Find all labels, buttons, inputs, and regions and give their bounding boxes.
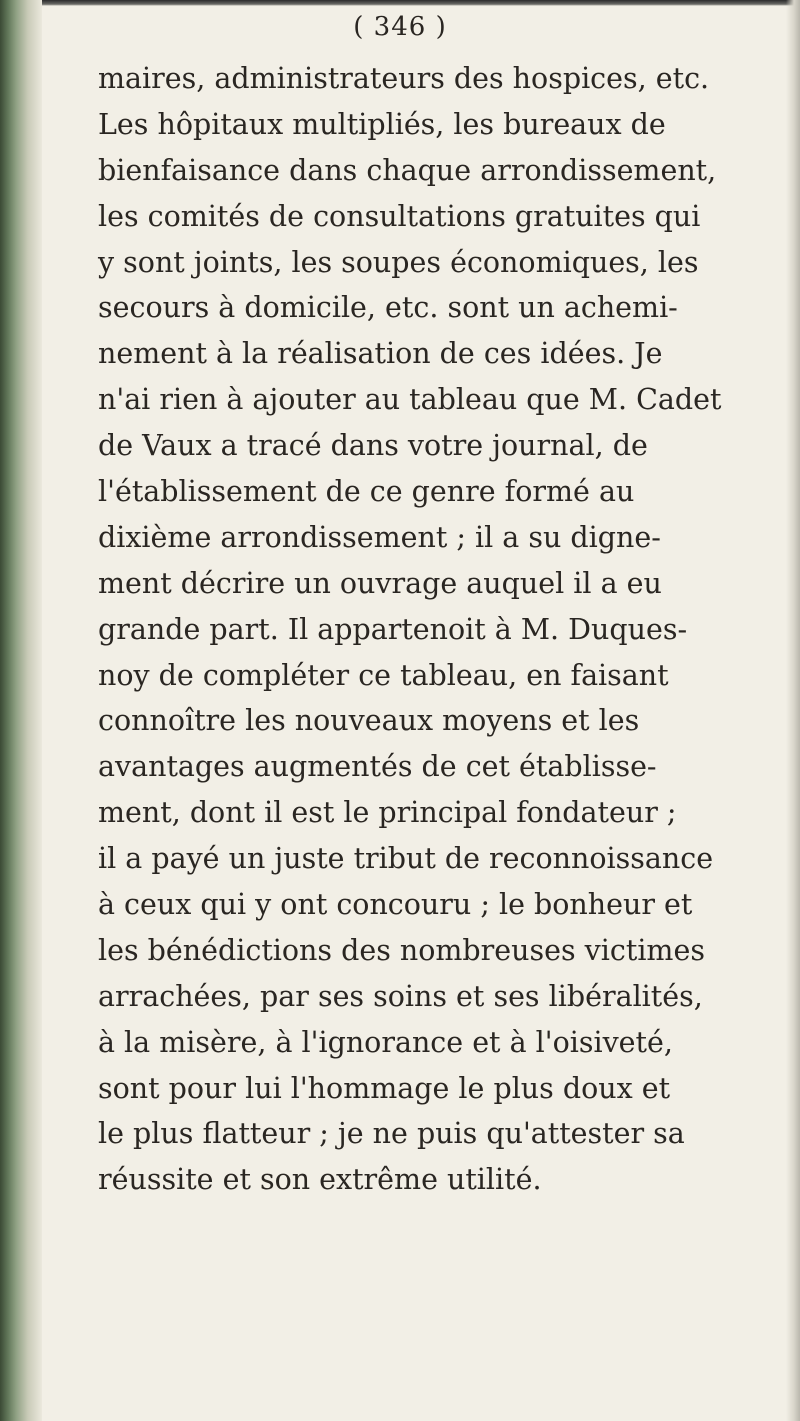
text-line: maires, administrateurs des hospices, etc. [98, 62, 710, 95]
text-line: ment, dont il est le principal fondateur ; [98, 796, 677, 830]
text-line: secours à domicile, etc. sont un achemi- [98, 291, 678, 325]
page-top-edge [0, 0, 800, 6]
page-number: ( 346 ) [353, 12, 447, 42]
text-line: l'établissement de ce genre formé au [98, 475, 635, 509]
text-line: à la misère, à l'ignorance et à l'oisiveté, [98, 1025, 673, 1059]
text-line: avantages augmentés de cet établisse- [98, 750, 657, 784]
text-line: réussite et son extrême utilité. [98, 1163, 542, 1197]
text-line: dixième arrondissement ; il a su digne- [98, 520, 661, 554]
book-binding-edge [0, 0, 42, 1421]
text-line: noy de compléter ce tableau, en faisant [98, 658, 669, 692]
text-line: Les hôpitaux multipliés, les bureaux de [98, 107, 666, 141]
text-line: de Vaux a tracé dans votre journal, de [98, 429, 648, 463]
text-line: nement à la réalisation de ces idées. Je [98, 337, 663, 371]
text-line: ment décrire un ouvrage auquel il a eu [98, 566, 662, 600]
body-text [98, 56, 790, 1203]
text-line: arrachées, par ses soins et ses libéralités, [98, 979, 703, 1013]
text-line: à ceux qui y ont concouru ; le bonheur et [98, 888, 693, 922]
text-line: n'ai rien à ajouter au tableau que M. Cadet [98, 383, 722, 417]
text-line: les comités de consultations gratuites qui [98, 199, 701, 233]
text-line: il a payé un juste tribut de reconnoissance [98, 842, 714, 876]
text-line: connoître les nouveaux moyens et les [98, 704, 640, 738]
text-line: sont pour lui l'hommage le plus doux et [98, 1071, 671, 1105]
text-line: y sont joints, les soupes économiques, les [98, 245, 699, 279]
text-line: grande part. Il appartenoit à M. Duques- [98, 612, 688, 646]
text-line: les bénédictions des nombreuses victimes [98, 933, 705, 967]
text-line: le plus flatteur ; je ne puis qu'attester sa [98, 1117, 685, 1151]
text-line: bienfaisance dans chaque arrondissement, [98, 153, 717, 187]
